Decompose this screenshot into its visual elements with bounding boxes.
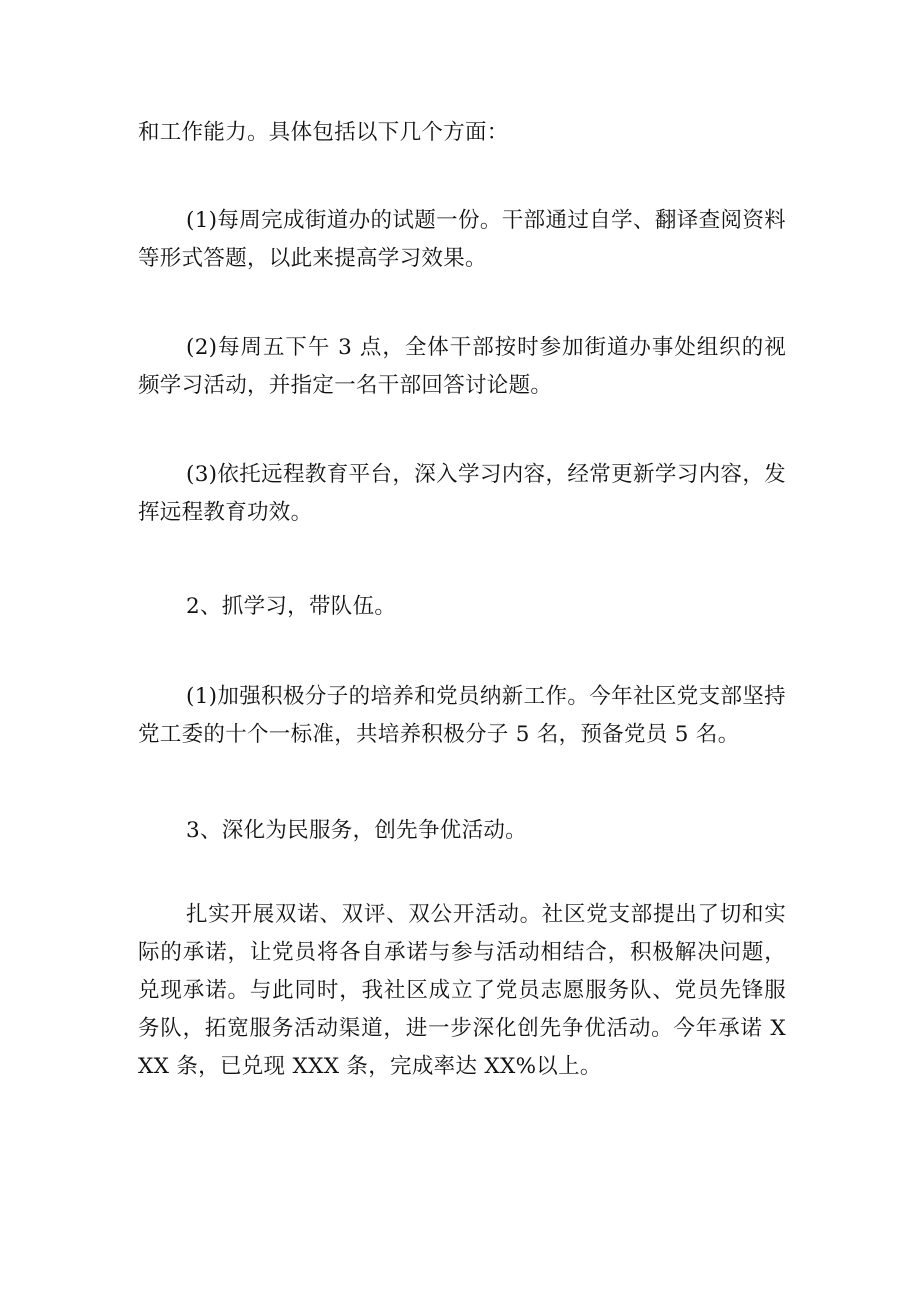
section-heading-3: 3、深化为民服务，创先争优活动。	[186, 818, 527, 843]
paragraph-section-3-body: 扎实开展双诺、双评、双公开活动。社区党支部提出了切和实际的承诺，让党员将各自承诺与参与活动相结合，积极解决问题，兑现承诺。与此同时，我社区成立了党员志愿服务队、党员先锋服务队，拓宽服务活动渠道，进一步深化创先争优活动。今年承诺 XXX 条，已兑现 XXX 条，完成率达 XX%以上。	[138, 902, 786, 1079]
paragraph-section-2-item-1: (1)加强积极分子的培养和党员纳新工作。今年社区党支部坚持党工委的十个一标准，共培养积极分子 5 名，预备党员 5 名。	[138, 684, 786, 747]
paragraph-intro: 和工作能力。具体包括以下几个方面：	[138, 120, 509, 145]
paragraph-item-2: (2)每周五下午 3 点，全体干部按时参加街道办事处组织的视频学习活动，并指定一名干部回答讨论题。	[138, 335, 786, 398]
paragraph-item-3: (3)依托远程教育平台，深入学习内容，经常更新学习内容，发挥远程教育功效。	[138, 462, 786, 525]
paragraph-item-1: (1)每周完成街道办的试题一份。干部通过自学、翻译查阅资料等形式答题，以此来提高学习效果。	[138, 208, 786, 271]
section-heading-2: 2、抓学习，带队伍。	[186, 594, 397, 619]
